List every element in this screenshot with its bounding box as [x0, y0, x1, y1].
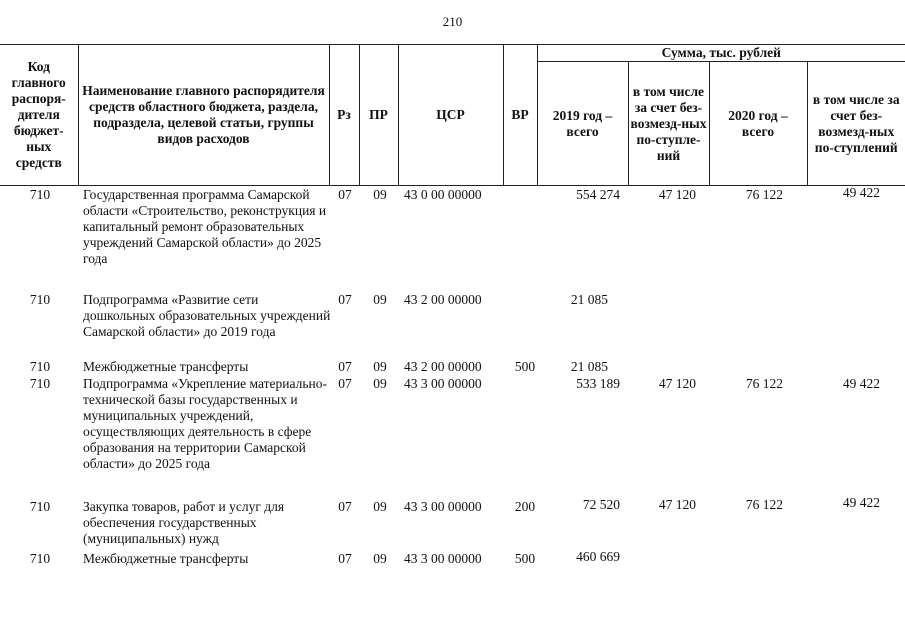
row-csr: 43 3 00 00000 [404, 376, 482, 391]
header-code: Код главного распоря-дителя бюджет-ных средств [0, 45, 78, 186]
row-bezv-2020: 49 422 [842, 376, 880, 391]
row-sum-2019: 21 085 [570, 292, 608, 307]
row-vr: 500 [514, 551, 536, 566]
row-bezv-2019: 47 120 [658, 497, 696, 512]
row-pr: 09 [373, 499, 387, 514]
row-pr: 09 [373, 359, 387, 374]
header-vr: ВР [503, 45, 537, 186]
row-code: 710 [29, 551, 51, 566]
row-csr: 43 0 00 00000 [404, 187, 482, 202]
header-2019-bezv: в том числе за счет без-возмезд-ных по-ступле-ний [628, 62, 709, 186]
row-pr: 09 [373, 292, 387, 307]
row-bezv-2019: 47 120 [658, 376, 696, 391]
page-number: 210 [442, 14, 463, 29]
row-name: Закупка товаров, работ и услуг для обеспечения государственных (муниципальных) нужд [83, 499, 285, 546]
row-sum-2020: 76 122 [745, 497, 783, 512]
row-code: 710 [29, 499, 51, 514]
row-name: Межбюджетные трансферты [83, 551, 249, 566]
header-pr: ПР [359, 45, 398, 186]
row-csr: 43 2 00 00000 [404, 292, 482, 307]
row-name: Межбюджетные трансферты [83, 359, 249, 374]
table-header [0, 44, 905, 186]
row-pr: 09 [373, 376, 387, 391]
row-code: 710 [29, 359, 51, 374]
row-code: 710 [29, 376, 51, 391]
row-sum-2020: 76 122 [745, 376, 783, 391]
row-sum-2019: 460 669 [576, 549, 620, 564]
row-csr: 43 3 00 00000 [404, 499, 482, 514]
row-bezv-2020: 49 422 [842, 495, 880, 510]
header-name: Наименование главного распорядителя средств областного бюджета, раздела, подраздела, целевой статьи, группы видов расходов [78, 45, 329, 186]
row-sum-2019: 554 274 [576, 187, 620, 202]
row-name: Подпрограмма «Развитие сети дошкольных образовательных учреждений Самарской области» до 2019 года [83, 292, 331, 339]
row-pr: 09 [373, 187, 387, 202]
header-sum-group: Сумма, тыс. рублей [537, 45, 905, 62]
row-sum-2019: 533 189 [576, 376, 620, 391]
row-name: Государственная программа Самарской области «Строительство, реконструкция и капитальный ремонт образовательных учреждений Самарской области» до 2025 года [83, 187, 327, 266]
row-csr: 43 3 00 00000 [404, 551, 482, 566]
row-pr: 09 [373, 551, 387, 566]
row-rz: 07 [338, 499, 352, 514]
header-csr: ЦСР [398, 45, 503, 186]
row-rz: 07 [338, 376, 352, 391]
row-rz: 07 [338, 187, 352, 202]
row-rz: 07 [338, 292, 352, 307]
row-code: 710 [29, 292, 51, 307]
row-vr: 500 [514, 359, 536, 374]
row-vr: 200 [514, 499, 536, 514]
header-2019-total: 2019 год – всего [537, 62, 628, 186]
header-2020-total: 2020 год – всего [709, 62, 807, 186]
row-bezv-2019: 47 120 [658, 187, 696, 202]
row-sum-2019: 21 085 [570, 359, 608, 374]
row-code: 710 [29, 187, 51, 202]
row-rz: 07 [338, 359, 352, 374]
row-rz: 07 [338, 551, 352, 566]
header-rz: Рз [329, 45, 359, 186]
header-2020-bezv: в том числе за счет без-возмезд-ных по-ступлений [807, 62, 905, 186]
row-name: Подпрограмма «Укрепление материально-технической базы государственных и муниципальных учреждений, осуществляющих деятельность в сфере образования на территории Самарской области» до 2025 года [83, 376, 327, 471]
row-csr: 43 2 00 00000 [404, 359, 482, 374]
row-sum-2019: 72 520 [582, 497, 620, 512]
row-sum-2020: 76 122 [745, 187, 783, 202]
row-bezv-2020: 49 422 [842, 185, 880, 200]
